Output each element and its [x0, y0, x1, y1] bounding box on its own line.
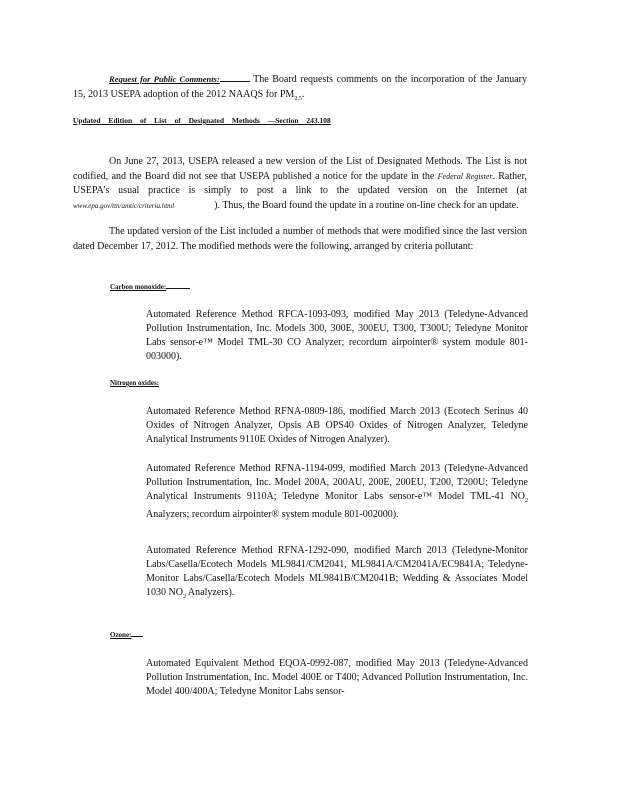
request-comments-paragraph — [73, 72, 527, 106]
carbon-monoxide-label: Carbon monoxide: — [110, 283, 167, 291]
method-nox-rfna-1194-099 — [146, 462, 528, 522]
paragraph-modified-methods: The updated version of the List included a number of methods that were modified since the last version dated December 17, 2012. The modified methods were the following, arranged by criteria pollutant: — [73, 226, 527, 252]
method-co-rfca-1093-093: Automated Reference Method RFCA-1093-093, modified May 2013 (Teledyne-Advanced Pollution Instrumentation, Inc. Models 300, 300E, 300EU, T300, T300U; Teledyne Monitor Labs sensor-e™ Model TML-30 CO Analyzer; recordum airpointer® system module 801-003000). — [146, 309, 528, 362]
nox3-b: Analyzers). — [187, 587, 235, 598]
para1-b: . Rather, USEPA’s usual practice is simply to post a link to the updated version on the Internet (at — [73, 170, 528, 196]
request-end: . — [301, 88, 305, 100]
paragraph-list-update — [73, 155, 527, 213]
carbon-monoxide-heading — [110, 283, 190, 291]
request-text: The Board requests comments on the incorporation of the January 15, 2013 USEPA adoption of the 2012 NAAQS for PM — [73, 74, 528, 100]
method-o3-eqoa-0992-087: Automated Equivalent Method EQOA-0992-087, modified May 2013 (Teledyne-Advanced Pollution Instrumentation, Inc. Model 400E or T400; Advanced Pollution Instrumentation, Inc. Model 400/400A; Teledyne Monitor Labs sensor- — [146, 658, 528, 697]
ozone-label: Ozone: — [110, 631, 132, 639]
nitrogen-oxides-heading — [110, 379, 159, 387]
federal-register: Federal Register — [437, 171, 493, 181]
pm-subscript: 2.5 — [294, 95, 302, 102]
section-heading: Updated Edition of List of Designated Methods —Section 243.108 — [73, 116, 331, 125]
nox2-subscript: 2 — [525, 498, 528, 504]
nox3-a: Automated Reference Method RFNA-1292-090, modified March 2013 (Teledyne-Monitor Labs/Casella/Ecotech Models ML9841/CM2041, ML9841A/CM2041A/EC9841A; Teledyne-Monitor Labs/Casella/Ecotech Models ML9841B/CM2041B; Wedding & Associates Model 1030 NO — [146, 545, 528, 598]
nitrogen-oxides-label: Nitrogen oxides: — [110, 379, 160, 387]
method-nox-rfna-0809-186: Automated Reference Method RFNA-0809-186, modified March 2013 (Ecotech Serinus 40 Oxides of Nitrogen Analyzer, Opsis AB OPS40 Oxides of Nitrogen Analyzer, Teledyne Analytical Instruments 9110E Oxides of Nitrogen Analyzer). — [146, 406, 528, 445]
nox3-subscript: 2 — [182, 594, 186, 600]
nox2-a: Automated Reference Method RFNA-1194-099, modified March 2013 (Teledyne-Advanced Pollution Instrumentation, Inc. Model 200A, 200AU, 200E, 200EU, T200, T200U; Teledyne Analytical Instruments 9110A; Teledyne Monitor Labs sensor-e™ Model TML-41 NO — [146, 463, 528, 502]
method-nox-rfna-1292-090 — [146, 544, 528, 604]
request-heading: Request for Public Comments: — [109, 74, 220, 84]
nox2-b: Analyzers; recordum airpointer® system module 801-002000). — [146, 509, 399, 520]
epa-url: www.epa.gov/ttn/amtic/criteria.html — [73, 201, 175, 210]
ozone-heading — [110, 631, 143, 639]
para1-a: On June 27, 2013, USEPA released a new version of the List of Designated Methods. The List is not codified, and the Board did not see that USEPA published a notice for the update in the — [73, 156, 527, 182]
para1-c: ). Thus, the Board found the update in a routine on-line check for an update. — [214, 199, 519, 211]
